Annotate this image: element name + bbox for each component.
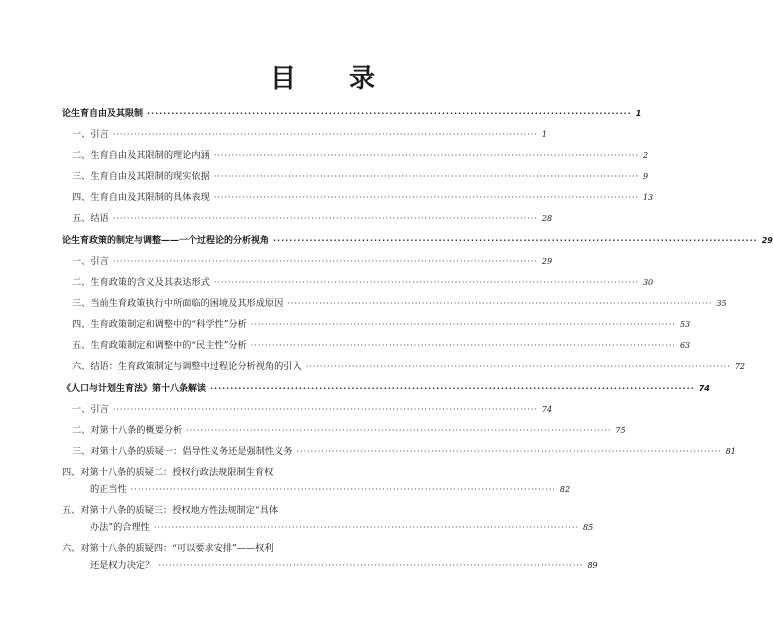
toc-entry [62,404,553,416]
page-title: 目 录 [270,64,398,94]
leader-dots: ························································································································ [213,172,639,181]
toc-entry [62,543,357,555]
leader-dots: ························································································································ [287,299,713,308]
toc-entry [62,340,691,352]
toc-entry [62,425,626,437]
page-number: 85 [582,523,594,532]
toc-entry [62,150,649,162]
toc-label: 二、对第十八条的概要分析 [72,425,183,436]
leader-dots: ························································································································ [186,426,612,435]
table-of-contents [62,108,773,572]
toc-label: 一、引言 [72,129,109,140]
page-number: 74 [698,384,710,393]
page-number: 75 [615,426,626,435]
toc-entry [62,256,553,268]
toc-section [62,235,773,247]
toc-entry [62,298,727,310]
toc-label: 三、对第十八条的质疑一：倡导性义务还是强制性义务 [72,446,293,457]
toc-section [62,108,642,120]
toc-label: 一、引言 [72,404,109,415]
page-number: 74 [541,405,553,414]
leader-dots: ························································································································ [210,384,695,393]
page-number: 9 [642,172,649,181]
toc-label: 二、生育自由及其限制的理论内涵 [72,150,210,161]
page-number: 2 [642,151,649,160]
toc-label: 五、结语 [72,213,109,224]
toc-label: 二、生育政策的含义及其表达形式 [72,277,210,288]
toc-entry [62,361,746,373]
leader-dots: ························································································································ [112,130,538,139]
page-number: 30 [642,278,654,287]
leader-dots: ························································································································ [158,561,584,570]
toc-entry [62,446,736,458]
toc-entry [62,277,654,289]
leader-dots: ························································································································ [112,405,538,414]
page-number: 81 [725,447,736,456]
leader-dots: ························································································································ [213,193,639,202]
leader-dots: ························································································································ [130,485,556,494]
toc-entry [62,192,654,204]
toc-label: 论生育政策的制定与调整——一个过程论的分析视角 [62,236,270,246]
page-number: 72 [734,362,746,371]
page-number: 89 [587,561,598,570]
leader-dots: ························································································································ [296,447,722,456]
leader-dots: ························································································································ [147,109,632,118]
toc-entry [62,522,594,534]
page-number: 29 [761,236,773,245]
toc-label: 的正当性 [90,484,127,495]
toc-label: 论生育自由及其限制 [62,109,144,119]
leader-dots: ························································································································ [112,257,538,266]
toc-label: 六、对第十八条的质疑四：“可以要求安排”——权利 [62,543,274,554]
page-number: 82 [559,485,571,494]
toc-label: 三、当前生育政策执行中所面临的困境及其形成原因 [72,298,284,309]
toc-label: 五、生育政策制定和调整中的“民主性”分析 [72,340,247,351]
toc-label: 五、对第十八条的质疑三：授权地方性法规制定“具体 [62,505,279,516]
toc-entry [62,129,547,141]
leader-dots: ························································································································ [213,151,639,160]
leader-dots: ························································································································ [250,320,676,329]
page-number: 63 [679,341,691,350]
page-number: 28 [541,214,553,223]
toc-label: 办法”的合理性 [90,522,150,533]
toc-label: 一、引言 [72,256,109,267]
toc-entry [62,171,649,183]
toc-label: 六、结语：生育政策制定与调整中过程论分析视角的引入 [72,361,302,372]
leader-dots: ························································································································ [153,523,579,532]
toc-label: 还是权力决定？ [90,560,155,571]
page-number: 13 [642,193,654,202]
toc-label: 《人口与计划生育法》第十八条解读 [62,384,207,394]
toc-entry [62,505,357,517]
toc-section [62,383,710,395]
leader-dots: ························································································································ [305,362,731,371]
toc-label: 四、生育政策制定和调整中的“科学性”分析 [72,319,247,330]
toc-label: 四、生育自由及其限制的具体表现 [72,192,210,203]
page-number: 1 [541,130,547,139]
page-number: 35 [716,299,727,308]
leader-dots: ························································································································ [273,236,758,245]
toc-entry [62,319,691,331]
leader-dots: ························································································································ [250,341,676,350]
toc-label: 三、生育自由及其限制的现实依据 [72,171,210,182]
page-number: 1 [635,109,642,118]
toc-entry [62,560,598,572]
toc-entry [62,213,553,225]
leader-dots: ························································································································ [213,278,639,287]
toc-label: 四、对第十八条的质疑二：授权行政法规限制生育权 [62,467,274,478]
toc-entry [62,467,357,479]
leader-dots: ························································································································ [112,214,538,223]
page-number: 53 [679,320,691,329]
toc-entry [62,484,571,496]
page-number: 29 [541,257,553,266]
